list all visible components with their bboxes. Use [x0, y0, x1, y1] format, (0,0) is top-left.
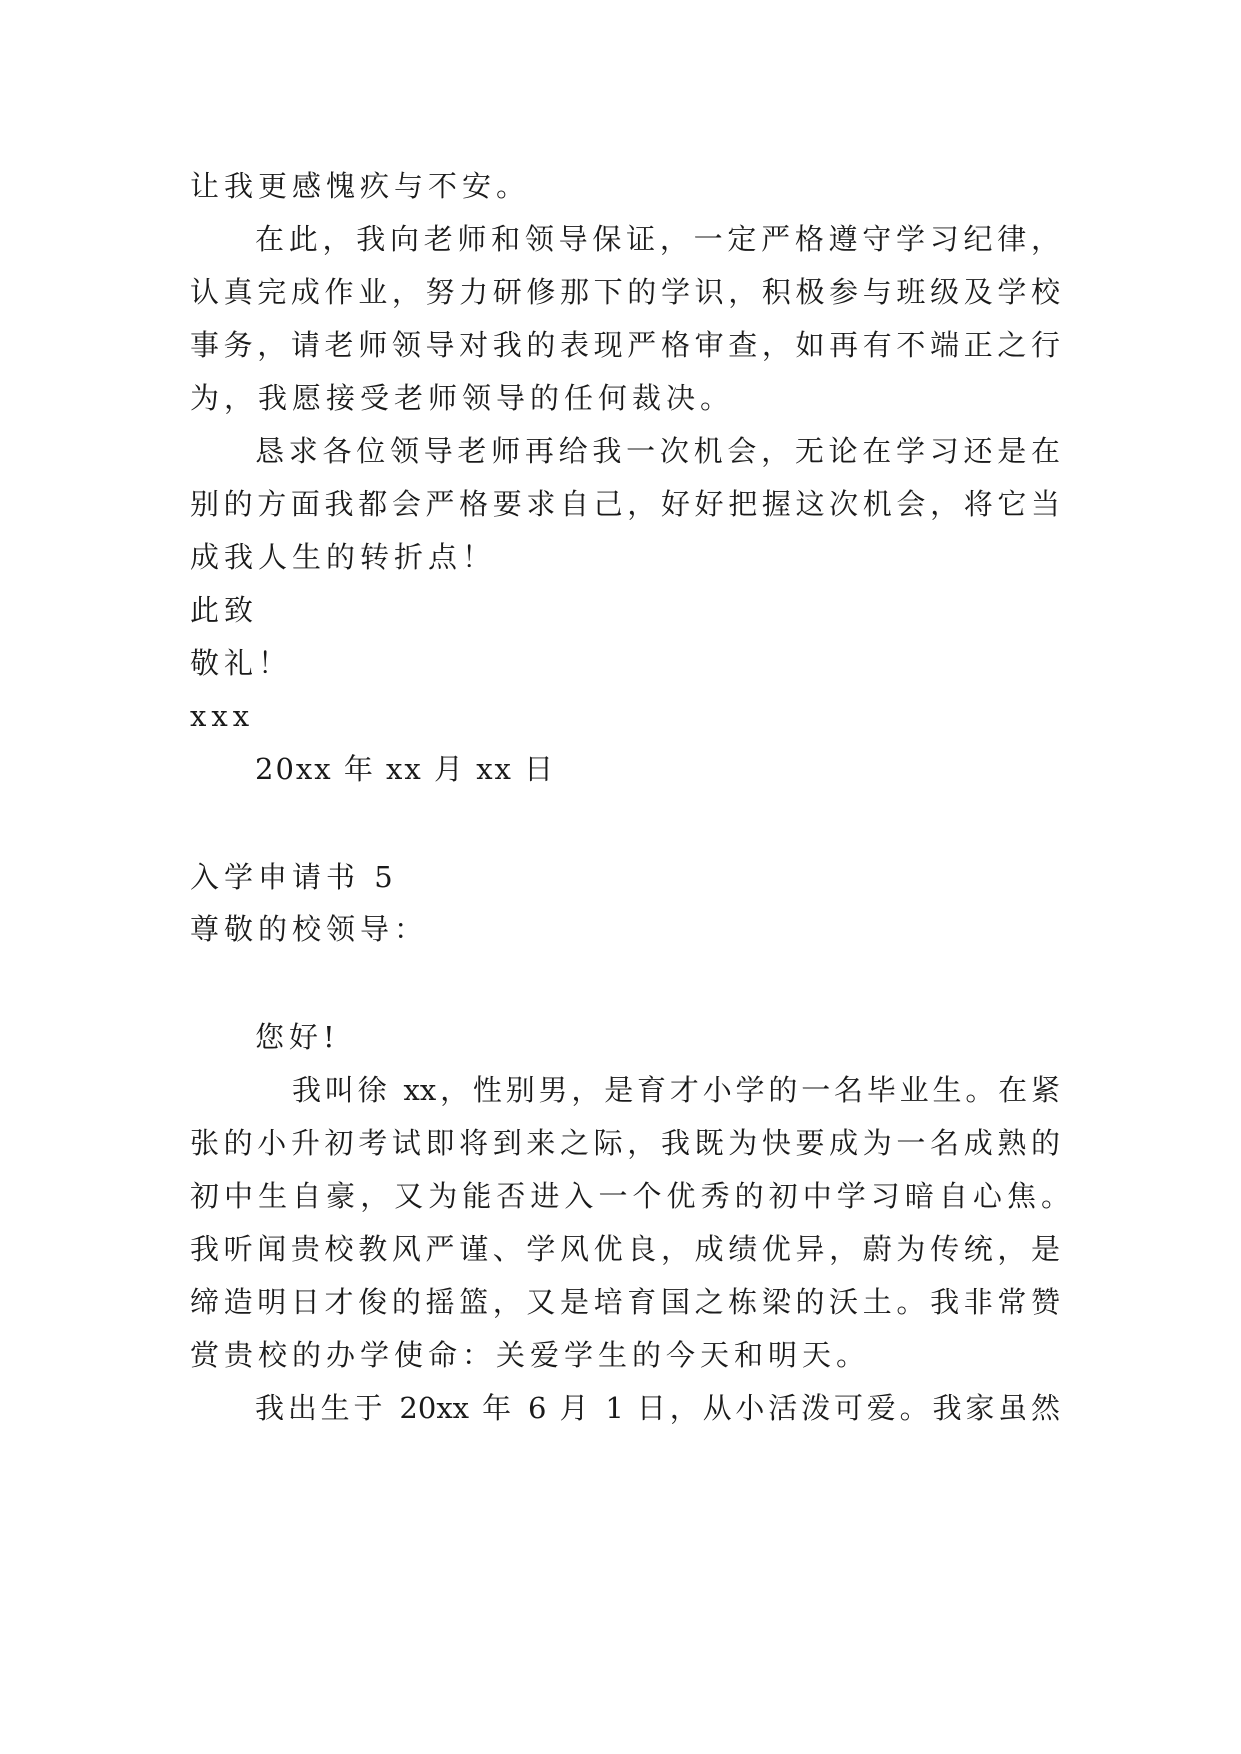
signature-date: 20xx 年 xx 月 xx 日 [255, 752, 556, 786]
paragraph-line: 我叫徐 xx，性别男，是育才小学的一名毕业生。在紧 [292, 1073, 1060, 1107]
closing-salute: 敬礼！ [190, 646, 293, 680]
signature-name: xxx [190, 699, 255, 733]
section-title: 入学申请书 5 [190, 860, 398, 894]
paragraph-line: 我出生于 20xx 年 6 月 1 日，从小活泼可爱。我家虽然 [255, 1391, 1060, 1425]
paragraph-line: 让我更感愧疚与不安。 [190, 169, 531, 203]
paragraph-line: 初中生自豪，又为能否进入一个优秀的初中学习暗自心焦。 [190, 1179, 1070, 1213]
paragraph-line: 我听闻贵校教风严谨、学风优良，成绩优异，蔚为传统，是 [190, 1232, 1060, 1266]
paragraph-line: 认真完成作业，努力研修那下的学识，积极参与班级及学校 [190, 275, 1060, 309]
paragraph-line: 恳求各位领导老师再给我一次机会，无论在学习还是在 [255, 434, 1060, 468]
paragraph-line: 张的小升初考试即将到来之际，我既为快要成为一名成熟的 [190, 1126, 1060, 1160]
paragraph-line: 别的方面我都会严格要求自己，好好把握这次机会，将它当 [190, 487, 1060, 521]
paragraph-line: 事务，请老师领导对我的表现严格审查，如再有不端正之行 [190, 328, 1060, 362]
paragraph-line: 在此，我向老师和领导保证，一定严格遵守学习纪律， [255, 222, 1060, 256]
paragraph-line: 成我人生的转折点！ [190, 540, 497, 574]
paragraph-line: 为，我愿接受老师领导的任何裁决。 [190, 381, 735, 415]
paragraph-line: 赏贵校的办学使命：关爱学生的今天和明天。 [190, 1338, 871, 1372]
closing-line: 此致 [190, 593, 259, 627]
salutation: 尊敬的校领导： [190, 912, 429, 946]
paragraph-line: 缔造明日才俊的摇篮，又是培育国之栋梁的沃土。我非常赞 [190, 1285, 1060, 1319]
greeting: 您好! [255, 1020, 340, 1054]
